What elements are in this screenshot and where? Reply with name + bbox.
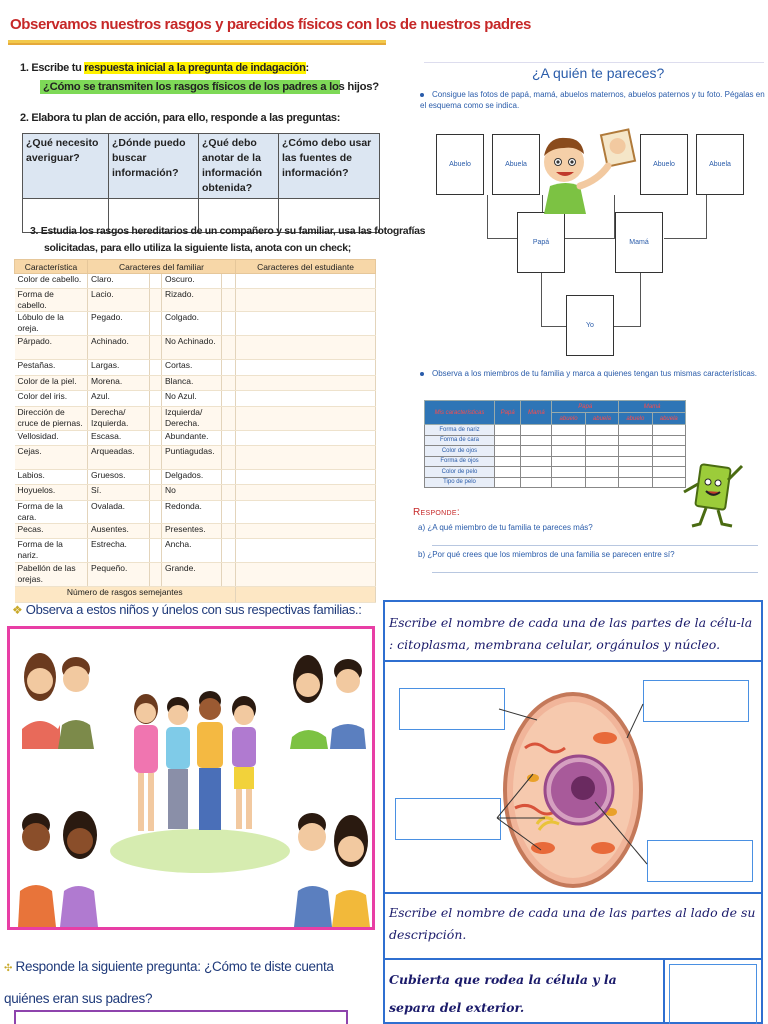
divider: [385, 892, 761, 894]
step-2: 2. Elabora tu plan de acción, para ello, responde a las preguntas:: [20, 112, 341, 124]
tree-line: [541, 326, 567, 327]
photo-slot-maternal-grandfather[interactable]: Abuelo: [640, 134, 688, 195]
fam-header: Papá: [495, 401, 521, 425]
trait-student-cell[interactable]: [236, 375, 376, 390]
fam-row-label: Color de pelo: [425, 467, 495, 478]
trait-name: Color de cabello.: [15, 274, 88, 289]
photo-slot-paternal-grandmother[interactable]: Abuela: [492, 134, 540, 195]
trait-option-a: Derecha/ Izquierda.: [88, 406, 150, 430]
trait-option-b: No: [162, 485, 222, 500]
trait-student-cell[interactable]: [236, 406, 376, 430]
trait-name: Forma de la cara.: [15, 500, 88, 523]
cell-label-box-4[interactable]: [647, 840, 753, 882]
fam-row-label: Tipo de pelo: [425, 477, 495, 488]
trait-check-b[interactable]: [222, 469, 236, 484]
bullet-icon: [420, 93, 424, 97]
step-3-line2: solicitadas, para ello utiliza la siguiente lista, anota con un check;: [44, 242, 351, 254]
trait-check-b[interactable]: [222, 445, 236, 469]
fam-check-cell[interactable]: [521, 446, 552, 457]
trait-student-cell[interactable]: [236, 523, 376, 538]
trait-check-a[interactable]: [150, 360, 162, 375]
trait-option-a: Gruesos.: [88, 469, 150, 484]
trait-row: [15, 360, 376, 375]
trait-student-cell[interactable]: [236, 445, 376, 469]
trait-option-a: Lacio.: [88, 289, 150, 312]
trait-check-b[interactable]: [222, 312, 236, 336]
trait-option-b: Cortas.: [162, 360, 222, 375]
fam-row-label: Color de ojos: [425, 446, 495, 457]
fam-check-cell[interactable]: [585, 446, 618, 457]
trait-student-cell[interactable]: [236, 469, 376, 484]
fam-check-cell[interactable]: [585, 477, 618, 488]
trait-row: [15, 312, 376, 336]
trait-option-a: Pegado.: [88, 312, 150, 336]
fam-check-cell[interactable]: [495, 477, 521, 488]
boy-holding-photo-illustration: [536, 124, 642, 214]
fam-check-cell[interactable]: [521, 456, 552, 467]
plan-header: ¿Cómo debo usar las fuentes de información?: [279, 134, 380, 199]
reflection-answer-box[interactable]: [14, 1010, 348, 1024]
traits-header: Caracteres del familiar: [88, 260, 236, 274]
trait-row: [15, 485, 376, 500]
answer-line-b[interactable]: [432, 572, 758, 573]
fam-check-cell[interactable]: [585, 435, 618, 446]
trait-footer-row: [15, 587, 376, 603]
trait-option-a: Sí.: [88, 485, 150, 500]
cell-worksheet-panel: [383, 600, 763, 1024]
trait-name: Hoyuelos.: [15, 485, 88, 500]
instruction-1-text: Consigue las fotos de papá, mamá, abuelos maternos, abuelos paternos y tu foto. Pégalas en el esquema como se indica.: [420, 90, 765, 110]
trait-row: [15, 336, 376, 360]
step-3-line1: 3. Estudia los rasgos hereditarios de un compañero y su familiar, usa las fotografías: [30, 225, 426, 237]
tree-line: [565, 238, 615, 239]
step-1-prefix: 1. Escribe tu: [20, 62, 85, 74]
trait-check-b[interactable]: [222, 406, 236, 430]
fam-check-cell[interactable]: [521, 425, 552, 436]
trait-row: [15, 391, 376, 406]
trait-check-b[interactable]: [222, 523, 236, 538]
trait-name: Párpado.: [15, 336, 88, 360]
trait-row: [15, 430, 376, 445]
tree-line: [614, 326, 641, 327]
match-title-text: Observa a estos niños y únelos con sus respectivas familias.:: [25, 602, 362, 617]
trait-name: Pecas.: [15, 523, 88, 538]
fam-check-cell[interactable]: [619, 477, 652, 488]
fam-check-cell[interactable]: [652, 446, 685, 457]
parent-figure: [22, 653, 94, 749]
trait-name: Forma de cabello.: [15, 289, 88, 312]
title-underline: [8, 40, 386, 45]
fam-check-cell[interactable]: [552, 425, 585, 436]
trait-option-b: Izquierda/ Derecha.: [162, 406, 222, 430]
trait-option-b: Redonda.: [162, 500, 222, 523]
step-1-suffix: :: [305, 62, 309, 74]
trait-name: Pestañas.: [15, 360, 88, 375]
trait-row: [15, 406, 376, 430]
fam-check-cell[interactable]: [619, 446, 652, 457]
photo-slot-father[interactable]: Papá: [517, 212, 565, 273]
trait-option-b: Blanca.: [162, 375, 222, 390]
photo-slot-mother[interactable]: Mamá: [615, 212, 663, 273]
trait-check-a[interactable]: [150, 445, 162, 469]
inquiry-question: ¿Cómo se transmiten los rasgos físicos de los padres a los hijos?: [40, 80, 340, 94]
children-and-families-illustration: [10, 629, 372, 927]
fam-row: [425, 477, 686, 488]
reflection-question-text: Responde la siguiente pregunta: ¿Cómo te diste cuenta quiénes eran sus padres?: [4, 959, 334, 1006]
description-cell: [385, 960, 665, 1022]
fam-check-cell[interactable]: [495, 467, 521, 478]
answer-line-a[interactable]: [432, 545, 758, 546]
parent-figure: [290, 655, 366, 749]
fam-check-cell[interactable]: [619, 435, 652, 446]
traits-header: Caracteres del estudiante: [236, 260, 376, 274]
trait-check-a[interactable]: [150, 336, 162, 360]
child-figure: [134, 694, 158, 831]
responde-heading: Responde:: [413, 507, 460, 518]
trait-name: Vellosidad.: [15, 430, 88, 445]
trait-row: [15, 469, 376, 484]
parent-figure: [18, 811, 98, 927]
children-families-frame: [7, 626, 375, 930]
trait-option-b: Puntiagudas.: [162, 445, 222, 469]
action-plan-table: [22, 133, 380, 233]
tree-line: [487, 195, 488, 239]
worksheet-title: Observamos nuestros rasgos y parecidos físicos con los de nuestros padres: [10, 16, 531, 33]
trait-row: [15, 523, 376, 538]
fam-check-cell[interactable]: [585, 456, 618, 467]
fam-row-label: Forma de nariz: [425, 425, 495, 436]
fam-subheader: abuela: [652, 413, 685, 425]
trait-option-b: Presentes.: [162, 523, 222, 538]
title-rule: [424, 62, 764, 63]
trait-name: Color del iris.: [15, 391, 88, 406]
tree-line: [541, 272, 542, 326]
trait-check-a[interactable]: [150, 539, 162, 563]
trait-student-cell[interactable]: [236, 430, 376, 445]
tree-line: [664, 238, 706, 239]
trait-check-a[interactable]: [150, 375, 162, 390]
question-b: b) ¿Por qué crees que los miembros de una familia se parecen entre sí?: [418, 550, 675, 559]
trait-check-a[interactable]: [150, 523, 162, 538]
diamond-bullet-icon: ❖: [12, 603, 23, 617]
traits-header: Característica: [15, 260, 88, 274]
reflection-question: [4, 952, 364, 1014]
trait-student-cell[interactable]: [236, 312, 376, 336]
trait-option-b: Grande.: [162, 563, 222, 587]
tree-line: [640, 272, 641, 326]
instruction-2: [420, 368, 766, 379]
fam-check-cell[interactable]: [521, 467, 552, 478]
trait-student-cell[interactable]: [236, 500, 376, 523]
trait-row: [15, 445, 376, 469]
fam-check-cell[interactable]: [521, 477, 552, 488]
trait-check-a[interactable]: [150, 563, 162, 587]
photo-slot-me[interactable]: Yo: [566, 295, 614, 356]
fam-check-cell[interactable]: [619, 456, 652, 467]
trait-check-b[interactable]: [222, 539, 236, 563]
fam-check-cell[interactable]: [495, 435, 521, 446]
fam-check-cell[interactable]: [552, 477, 585, 488]
match-title: [12, 602, 362, 617]
photo-slot-paternal-grandfather[interactable]: Abuelo: [436, 134, 484, 195]
trait-option-a: Arqueadas.: [88, 445, 150, 469]
cell-label-box-3[interactable]: [643, 680, 749, 722]
child-figure: [166, 697, 190, 829]
trait-option-b: Delgados.: [162, 469, 222, 484]
trait-row: [15, 539, 376, 563]
fam-subheader: abuelo: [552, 413, 585, 425]
question-a: a) ¿A qué miembro de tu familia te pareces más?: [418, 523, 593, 532]
trait-option-a: Ovalada.: [88, 500, 150, 523]
book-character-illustration: [680, 458, 750, 530]
fam-check-cell[interactable]: [619, 425, 652, 436]
trait-option-a: Achinado.: [88, 336, 150, 360]
fam-check-cell[interactable]: [652, 435, 685, 446]
trait-option-a: Largas.: [88, 360, 150, 375]
fam-header: Mis características: [425, 401, 495, 425]
trait-check-b[interactable]: [222, 289, 236, 312]
trait-name: Lóbulo de la oreja.: [15, 312, 88, 336]
trait-option-a: Morena.: [88, 375, 150, 390]
fam-check-cell[interactable]: [552, 435, 585, 446]
trait-option-a: Azul.: [88, 391, 150, 406]
fam-check-cell[interactable]: [495, 446, 521, 457]
animal-cell-illustration: [485, 678, 655, 892]
trait-option-b: No Azul.: [162, 391, 222, 406]
traits-footer: Número de rasgos semejantes: [15, 587, 236, 603]
trait-check-a[interactable]: [150, 430, 162, 445]
trait-check-b[interactable]: [222, 563, 236, 587]
trait-row: [15, 274, 376, 289]
fam-check-cell[interactable]: [552, 446, 585, 457]
family-section-title: ¿A quién te pareces?: [532, 65, 665, 81]
plan-header: ¿Qué necesito averiguar?: [23, 134, 109, 199]
trait-option-b: Ancha.: [162, 539, 222, 563]
child-figure: [197, 691, 223, 830]
trait-student-cell[interactable]: [236, 563, 376, 587]
trait-check-b[interactable]: [222, 360, 236, 375]
trait-check-b[interactable]: [222, 500, 236, 523]
fam-check-cell[interactable]: [619, 467, 652, 478]
fam-row-label: Forma de ojos: [425, 456, 495, 467]
trait-student-cell[interactable]: [236, 360, 376, 375]
instruction-1: [420, 89, 766, 111]
fam-header: Papá: [552, 401, 619, 413]
fam-row: [425, 456, 686, 467]
trait-check-b[interactable]: [222, 375, 236, 390]
fam-row: [425, 467, 686, 478]
trait-option-a: Escasa.: [88, 430, 150, 445]
trait-option-a: Ausentes.: [88, 523, 150, 538]
fam-header: Mamá: [521, 401, 552, 425]
trait-option-b: No Achinado.: [162, 336, 222, 360]
fam-check-cell[interactable]: [552, 456, 585, 467]
trait-option-a: Pequeño.: [88, 563, 150, 587]
fam-check-cell[interactable]: [495, 456, 521, 467]
fam-subheader: abuelo: [619, 413, 652, 425]
trait-name: Dirección de cruce de piernas.: [15, 406, 88, 430]
trait-row: [15, 500, 376, 523]
trait-name: Pabellón de las orejas.: [15, 563, 88, 587]
description-1: Cubierta que rodea la célula y la separa del exterior.: [389, 972, 617, 1015]
trait-option-b: Oscuro.: [162, 274, 222, 289]
trait-check-a[interactable]: [150, 274, 162, 289]
tree-line: [706, 195, 707, 239]
trait-option-a: Claro.: [88, 274, 150, 289]
cell-instruction-2: Escribe el nombre de cada una de las partes al lado de su descripción.: [389, 905, 756, 942]
trait-check-b[interactable]: [222, 274, 236, 289]
instruction-2-text: Observa a los miembros de tu familia y marca a quienes tengan tus mismas características.: [432, 369, 758, 378]
trait-check-a[interactable]: [150, 391, 162, 406]
parent-figure: [294, 813, 370, 927]
trait-check-a[interactable]: [150, 485, 162, 500]
fam-row: [425, 435, 686, 446]
trait-student-cell[interactable]: [236, 289, 376, 312]
trait-check-a[interactable]: [150, 500, 162, 523]
trait-check-b[interactable]: [222, 336, 236, 360]
traits-footer-count[interactable]: [236, 587, 376, 603]
trait-row: [15, 375, 376, 390]
plan-header: ¿Dónde puedo buscar información?: [109, 134, 199, 199]
trait-option-b: Abundante.: [162, 430, 222, 445]
trait-option-a: Estrecha.: [88, 539, 150, 563]
trait-name: Cejas.: [15, 445, 88, 469]
trait-student-cell[interactable]: [236, 485, 376, 500]
plan-header: ¿Qué debo anotar de la información obtenida?: [199, 134, 279, 199]
fam-subheader: abuela: [585, 413, 618, 425]
trait-student-cell[interactable]: [236, 539, 376, 563]
trait-check-a[interactable]: [150, 406, 162, 430]
diamond-bullet-icon: ✣: [4, 963, 13, 974]
trait-row: [15, 563, 376, 587]
photo-slot-maternal-grandmother[interactable]: Abuela: [696, 134, 744, 195]
fam-check-cell[interactable]: [585, 467, 618, 478]
fam-check-cell[interactable]: [521, 435, 552, 446]
fam-check-cell[interactable]: [652, 425, 685, 436]
trait-check-a[interactable]: [150, 469, 162, 484]
trait-student-cell[interactable]: [236, 336, 376, 360]
fam-row: [425, 446, 686, 457]
fam-check-cell[interactable]: [552, 467, 585, 478]
divider: [385, 660, 761, 662]
tree-line: [487, 238, 519, 239]
step-1: [20, 62, 309, 74]
trait-check-b[interactable]: [222, 391, 236, 406]
trait-option-b: Colgado.: [162, 312, 222, 336]
fam-check-cell[interactable]: [495, 425, 521, 436]
trait-name: Forma de la nariz.: [15, 539, 88, 563]
description-answer-box[interactable]: [669, 964, 757, 1024]
trait-check-a[interactable]: [150, 312, 162, 336]
trait-option-b: Rizado.: [162, 289, 222, 312]
trait-name: Color de la piel.: [15, 375, 88, 390]
traits-table: [14, 259, 376, 603]
cell-instruction-1: Escribe el nombre de cada una de las partes de la célu-la : citoplasma, membrana celular, orgánulos y núcleo.: [389, 615, 753, 652]
trait-name: Labios.: [15, 469, 88, 484]
trait-check-b[interactable]: [222, 430, 236, 445]
child-figure: [232, 696, 256, 829]
trait-row: [15, 289, 376, 312]
trait-student-cell[interactable]: [236, 391, 376, 406]
trait-student-cell[interactable]: [236, 274, 376, 289]
fam-row-label: Forma de cara: [425, 435, 495, 446]
fam-header: Mamá: [619, 401, 686, 413]
step-1-highlight: respuesta inicial a la pregunta de indagación: [84, 62, 306, 74]
fam-row: [425, 425, 686, 436]
trait-check-a[interactable]: [150, 289, 162, 312]
family-traits-table: [424, 400, 686, 488]
bullet-icon: [420, 372, 424, 376]
trait-check-b[interactable]: [222, 485, 236, 500]
fam-check-cell[interactable]: [585, 425, 618, 436]
